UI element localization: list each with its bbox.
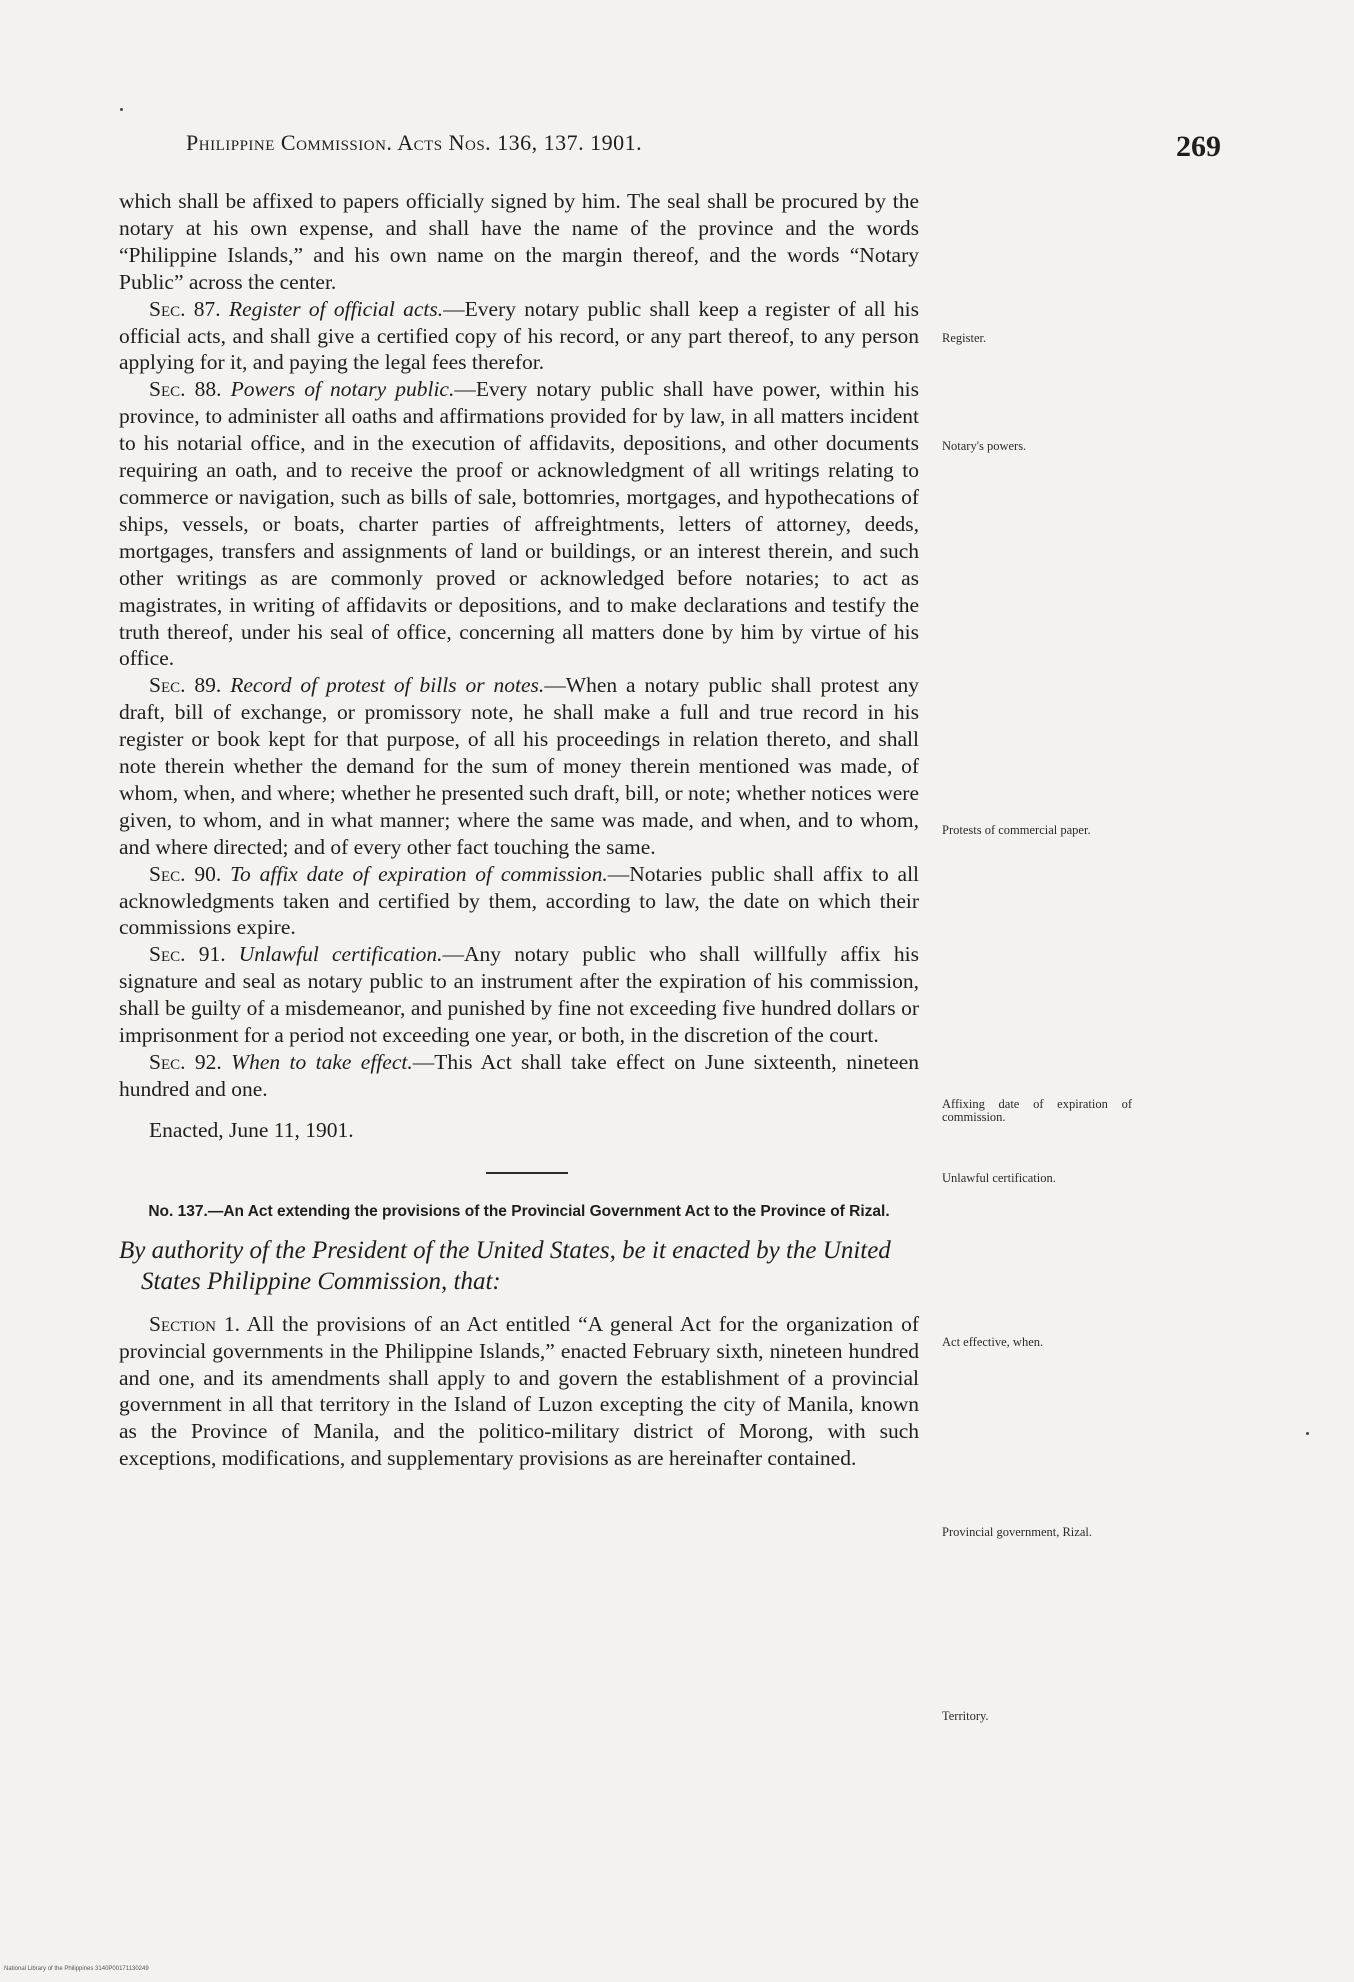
section-89 <box>119 672 919 860</box>
section-87 <box>119 296 919 377</box>
section-number: Sec. 89. <box>149 673 222 698</box>
margin-note-provincial-government: Provincial government, Rizal. <box>942 1525 1092 1539</box>
section-91 <box>119 941 919 1049</box>
margin-note-territory: Territory. <box>942 1709 989 1723</box>
speck-mark <box>1306 1432 1309 1435</box>
margin-note-protests: Protests of commercial paper. <box>942 823 1091 837</box>
section-text: —Notaries public shall affix to all acknowledgments taken and certified by them, according to law, the date on which their commissions expire. <box>119 861 920 940</box>
margin-note-unlawful-certification: Unlawful certification. <box>942 1171 1056 1185</box>
section-text: —Every notary public shall have power, within his province, to administer all oaths and affirmations provided for by law, in all matters incident to his notarial office, and in the execution of affidavits, depositions, and other documents requiring an oath, and to receive the proof or acknowledgment of all writings relating to commerce or navigation, such as bills of sale, bottomries, mortgages, and hypothecations of ships, vessels, or boats, charter parties of affreightments, letters of attorney, deeds, mortgages, transfers and assignments of land or buildings, or an interest therein, and such other writings as are commonly proved or acknowledged before notaries; to act as magistrates, in writing of affidavits or depositions, and to make declarations and testify the truth thereof, under his seal of office, concerning all matters done by him by virtue of his office. <box>119 377 920 671</box>
section-number: Section 1. <box>149 1311 240 1336</box>
section-90 <box>119 861 919 942</box>
section-caption: Record of protest of bills or notes. <box>230 673 545 698</box>
page-number: 269 <box>1176 130 1221 163</box>
running-header: Philippine Commission. Acts Nos. 136, 137. 1901. <box>186 130 643 155</box>
margin-note-affixing-date: Affixing date of expiration of commission. <box>942 1097 1132 1124</box>
body-text <box>119 188 919 1472</box>
section-caption: When to take effect. <box>231 1050 413 1074</box>
enacting-clause: By authority of the President of the United States, be it enacted by the United States Philippine Commission, that: <box>119 1236 891 1295</box>
library-stamp: National Library of the Philippines 3140P00171130249 <box>4 1966 149 1972</box>
continuation-paragraph: which shall be affixed to papers officially signed by him. The seal shall be procured by the notary at his own expense, and shall have the name of the province and the words “Philippine Islands,” and his own name on the margin thereof, and the words “Notary Public” across the center. <box>119 189 919 294</box>
section-text: —This Act shall take effect on June sixteenth, nineteen hundred and one. <box>119 1050 920 1101</box>
section-88 <box>119 376 919 672</box>
section-caption: Powers of notary public. <box>230 377 455 402</box>
margin-note-notary-powers: Notary's powers. <box>942 439 1027 453</box>
speck-mark <box>120 108 123 111</box>
section-text: All the provisions of an Act entitled “A general Act for the organization of provincial governments in the Philippine Islands,” enacted February sixth, nineteen hundred and one, and its amendments shall apply to and govern the establishment of a provincial government in all that territory in the Island of Luzon excepting the city of Manila, known as the Province of Manila, and the politico-military district of Morong, with such exceptions, modifications, and supplementary provisions as are hereinafter contained. <box>119 1311 919 1471</box>
section-caption: Unlawful certification. <box>238 942 443 967</box>
enacted-date: Enacted, June 11, 1901. <box>149 1117 354 1142</box>
act-137-title <box>119 1202 919 1221</box>
section-text: —When a notary public shall protest any draft, bill of exchange, or promissory note, he shall make a full and true record in his register or book kept for that purpose, of all his proceedings in relation thereto, and shall note therein whether the demand for the sum of money therein mentioned was made, of whom, when, and where; whether he presented such draft, bill, or note; whether notices were given, to whom, and in what manner; where the same was made, and when, and to whom, and where directed; and of every other fact touching the same. <box>119 673 920 859</box>
act-number: No. 137. <box>148 1202 208 1220</box>
margin-note-register: Register. <box>942 331 987 345</box>
section-number: Sec. 90. <box>149 861 222 886</box>
section-92 <box>119 1049 919 1103</box>
section-number: Sec. 87. <box>149 296 221 321</box>
act-title-text: —An Act extending the provisions of the Provincial Government Act to the Province of Rizal. <box>207 1202 890 1220</box>
section-number: Sec. 91. <box>149 942 226 967</box>
section-caption: To affix date of expiration of commission. <box>230 861 608 886</box>
section-caption: Register of official acts. <box>228 296 444 321</box>
margin-note-act-effective: Act effective, when. <box>942 1335 1044 1349</box>
section-number: Sec. 88. <box>149 377 222 402</box>
section-text: —Every notary public shall keep a register of all his official acts, and shall give a certified copy of his record, or any part thereof, to any person applying for it, and paying the legal fees therefor. <box>119 296 920 375</box>
section-text: —Any notary public who shall willfully affix his signature and seal as notary public to an instrument after the expiration of his commission, shall be guilty of a misdemeanor, and punished by fine not exceeding five hundred dollars or imprisonment for a period not exceeding one year, or both, in the discretion of the court. <box>119 942 920 1048</box>
act-137-section-1 <box>119 1311 919 1472</box>
section-divider <box>486 1172 568 1174</box>
section-number: Sec. 92. <box>149 1050 222 1074</box>
